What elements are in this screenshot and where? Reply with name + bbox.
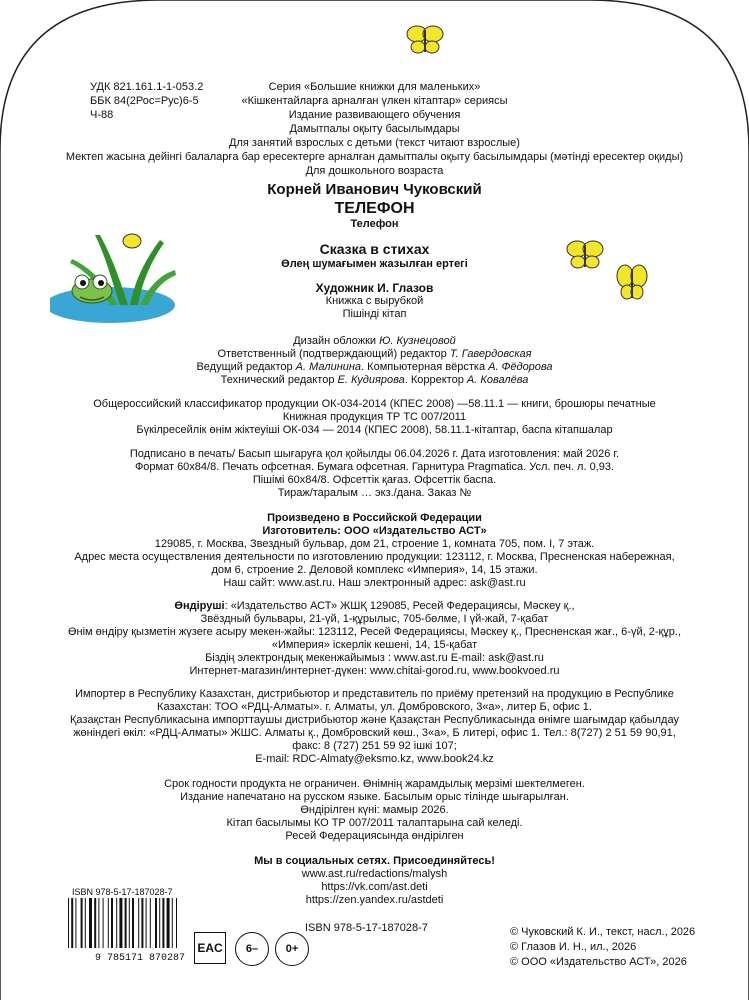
print-line: Пішімі 60х84/8. Офсеттік қағаз. Офсеттік баспа. — [252, 474, 497, 486]
credit-label: Дизайн обложки — [293, 335, 380, 347]
expiry-line: Ресей Федерациясында өндірілген — [285, 830, 464, 842]
expiry-line: Кітап басылымы КО ТР 007/2011 талаптарына сай келеді. — [226, 817, 523, 829]
credit-label: Ведущий редактор — [196, 361, 296, 373]
credit-name: Т. Гавердовская — [449, 348, 532, 360]
kz-line: Біздің электрондық мекенжайымыз : www.ast.ru E-mail: ask@ast.ru — [205, 652, 544, 664]
book-genre-kz: Өлең шумағымен жазылған ертегі — [281, 258, 468, 270]
barcode-bar — [132, 898, 134, 948]
credit-name: А. Ковалёва — [466, 374, 529, 386]
kz-line: «Империя» іскерлік кешені, 14, 15-қабат — [271, 639, 478, 651]
eac-mark-icon: EAC — [194, 932, 226, 964]
copyright-line: © Чуковский К. И., текст, насл., 2026 — [510, 926, 696, 938]
print-line: Формат 60х84/8. Печать офсетная. Бумага офсетная. Гарнитура Pragmatica. Усл. печ. л. 0,93. — [134, 461, 615, 473]
classification-line: Бүкілресейлік өнім жіктеуіші ОК-034 — 2014 (КПЕС 2008), 58.11.1-кітаптар, баспа кітапшалар — [136, 424, 613, 436]
bbk-line: ББК 84(2Рос=Рус)6-5 — [90, 95, 199, 107]
importer-line: Казахстан: ТОО «РДЦ-Алматы». г. Алматы, ул. Домбровского, 3«а», литер Б, офис 1. — [157, 701, 592, 713]
barcode-bar — [89, 898, 92, 948]
book-author: Корней Иванович Чуковский — [267, 181, 482, 198]
barcode-bar — [146, 898, 147, 948]
author-sign: Ч-88 — [90, 109, 114, 121]
barcode-bar — [129, 898, 130, 948]
manufacturer-kz-block — [0, 600, 749, 678]
series-line: «Кішкентайларға арналған үлкен кітаптар» сериясы — [241, 95, 508, 107]
social-link[interactable]: https://zen.yandex.ru/astdeti — [305, 894, 444, 906]
address-line: дом 6, строение 2. Деловой комплекс «Империя», 14, 15 этажи. — [211, 564, 538, 576]
credit-line — [0, 361, 749, 374]
expiry-line: Издание напечатано на русском языке. Басылым орыс тілінде шығарылған. — [180, 791, 569, 803]
kz-line: Звёздный бульвары, 21-үй, 1-құрылыс, 705-бөлме, I үй-жай, 7-қабат — [200, 613, 549, 625]
artist-name: Художник И. Глазов — [315, 281, 434, 295]
importer-block — [0, 688, 749, 766]
contact-line: Наш сайт: www.ast.ru. Наш электронный адрес: ask@ast.ru — [223, 577, 526, 589]
credit-line — [0, 335, 749, 348]
manufacturer-line: Изготовитель: ООО «Издательство АСТ» — [262, 525, 487, 537]
series-line: Издание развивающего обучения — [288, 109, 461, 121]
kz-label: Өндіруші — [174, 600, 225, 612]
series-line: Серия «Большие книжки для маленьких» — [268, 81, 481, 93]
barcode-bar — [167, 898, 170, 948]
series-line: Мектеп жасына дейінгі балаларға бар ересектерге арналған дамытпалы оқыту басылымдары (мәтінді ересектер оқиды) — [65, 151, 684, 163]
kz-line: Интернет-магазин/интернет-дүкен: www.chitai-gorod.ru, www.bookvoed.ru — [189, 665, 560, 677]
expiry-block — [0, 778, 749, 843]
format-line: Пішінді кітап — [342, 308, 407, 320]
copyright-line: © ООО «Издательство АСТ», 2026 — [510, 956, 687, 968]
book-genre: Сказка в стихах — [319, 241, 430, 257]
importer-line: Қазақстан Республикасына импорттаушы дистрибьютор және Қазақстан Республикасында өнімге шағымдар қабылдау — [70, 714, 679, 726]
credit-name: А. Фёдорова — [488, 361, 553, 373]
credit-name: А. Малинина — [295, 361, 362, 373]
book-title: ТЕЛЕФОН — [334, 200, 415, 217]
copyright-line: © Глазов И. Н., ил., 2026 — [510, 941, 637, 953]
barcode-bar — [138, 898, 139, 948]
social-link[interactable]: www.ast.ru/redactions/malysh — [301, 868, 448, 880]
kz-line: Өнім өндіру қызметін жүзеге асыру мекен-жайы: 123112, Ресей Федерациясы, Мәскеу қ., Пресненская жағ., 6-үй, 2-құр., — [67, 626, 682, 638]
format-line: Книжка с вырубкой — [325, 295, 424, 307]
barcode-bar — [176, 898, 177, 948]
print-info-block — [0, 448, 749, 500]
series-line: Для дошкольного возраста — [305, 165, 444, 177]
barcode-bar — [75, 898, 76, 948]
barcode-bar — [103, 898, 104, 948]
barcode-bar — [81, 898, 83, 948]
barcode-bar — [119, 898, 122, 948]
importer-line: факс: 8 (727) 251 59 92 ішкі 107; — [292, 740, 457, 752]
made-in-line: Произведено в Российской Федерации — [267, 512, 482, 524]
barcode-bar — [141, 898, 143, 948]
classification-line: Книжная продукция ТР ТС 007/2011 — [282, 411, 467, 423]
age-rating-6-icon: 6– — [235, 932, 269, 966]
barcode-digits: 9 785171 870287 — [94, 953, 186, 962]
barcode-bar — [159, 898, 160, 948]
isbn-small: ISBN 978-5-17-187028-7 — [72, 887, 173, 897]
importer-line: Импортер в Республику Казахстан, дистрибьютор и представитель по приёму претензий на продукцию в Республике — [75, 688, 674, 700]
credit-name: Е. Кудиярова — [337, 374, 405, 386]
credit-label: Технический редактор — [220, 374, 338, 386]
udk-line: УДК 821.161.1-1-053.2 — [90, 81, 204, 93]
kz-text: : «Издательство АСТ» ЖШҚ 129085, Ресей Федерациясы, Мәскеу қ., — [224, 600, 575, 612]
credit-line — [0, 348, 749, 361]
credit-line — [0, 374, 749, 387]
barcode-bar — [71, 898, 73, 948]
barcode-bar — [172, 898, 173, 948]
address-line: 129085, г. Москва, Звездный бульвар, дом 21, строение 1, комната 705, пом. I, 7 этаж. — [154, 538, 595, 550]
credit-label: . Компьютерная вёрстка — [361, 361, 489, 373]
expiry-line: Өндірілген күні: мамыр 2026. — [300, 804, 449, 816]
series-line: Дамытпалы оқыту басылымдары — [289, 123, 460, 135]
barcode-bar — [116, 898, 117, 948]
series-line: Для занятий взрослых с детьми (текст читают взрослые) — [229, 137, 520, 149]
barcode-bar — [94, 898, 96, 948]
barcode-bar — [162, 898, 164, 948]
age-rating-0-icon: 0+ — [275, 932, 309, 966]
barcode-bar — [68, 898, 69, 948]
kz-line — [0, 600, 749, 613]
credit-name: Ю. Кузнецовой — [379, 335, 456, 347]
series-block — [0, 80, 749, 178]
credits-block — [0, 335, 749, 387]
barcode-bar — [125, 898, 127, 948]
copyright-block — [510, 925, 695, 970]
isbn: ISBN 978-5-17-187028-7 — [305, 922, 428, 934]
importer-line: E-mail: RDC-Almaty@eksmo.kz, www.book24.kz — [255, 753, 494, 765]
artist-block — [0, 282, 749, 321]
barcode-bar — [85, 898, 86, 948]
classification-block — [0, 398, 749, 437]
barcode-bar — [108, 898, 109, 948]
credit-label: Ответственный (подтверждающий) редактор — [217, 348, 450, 360]
print-line: Подписано в печать/ Басып шығаруға қол қойылды 06.04.2026 г. Дата изготовления: май 2026 г. — [129, 448, 620, 460]
barcode-bar — [150, 898, 151, 948]
manufacturer-block — [0, 512, 749, 590]
social-title: Мы в социальных сетях. Присоединяйтесь! — [254, 855, 495, 867]
expiry-line: Срок годности продукта не ограничен. Өнімнің жарамдылық мерзімі шектелмеген. — [164, 778, 585, 790]
credit-label: . Корректор — [404, 374, 467, 386]
social-link[interactable]: https://vk.com/ast.deti — [321, 881, 428, 893]
importer-line: жөніндегі өкіл: «РДЦ-Алматы» ЖШС. Алматы қ., Домбровский көш., 3«а», Б литері, офис 1. Тел.: 8(727) 2 51 59 90,91, — [73, 727, 676, 739]
print-line: Тираж/таралым … экз./дана. Заказ № — [277, 487, 472, 499]
butterfly-icon — [405, 22, 445, 58]
book-title-kz: Телефон — [350, 218, 399, 230]
barcode-bar — [111, 898, 113, 948]
barcode-bar — [98, 898, 99, 948]
barcode-bar — [155, 898, 157, 948]
classification-line: Общероссийский классификатор продукции ОК-034-2014 (КПЕС 2008) —58.11.1 — книги, брошюры печатные — [93, 398, 656, 410]
address-line: Адрес места осуществления деятельности по изготовлению продукции: 123112, г. Москва, Пресненская набережная, — [74, 551, 675, 563]
